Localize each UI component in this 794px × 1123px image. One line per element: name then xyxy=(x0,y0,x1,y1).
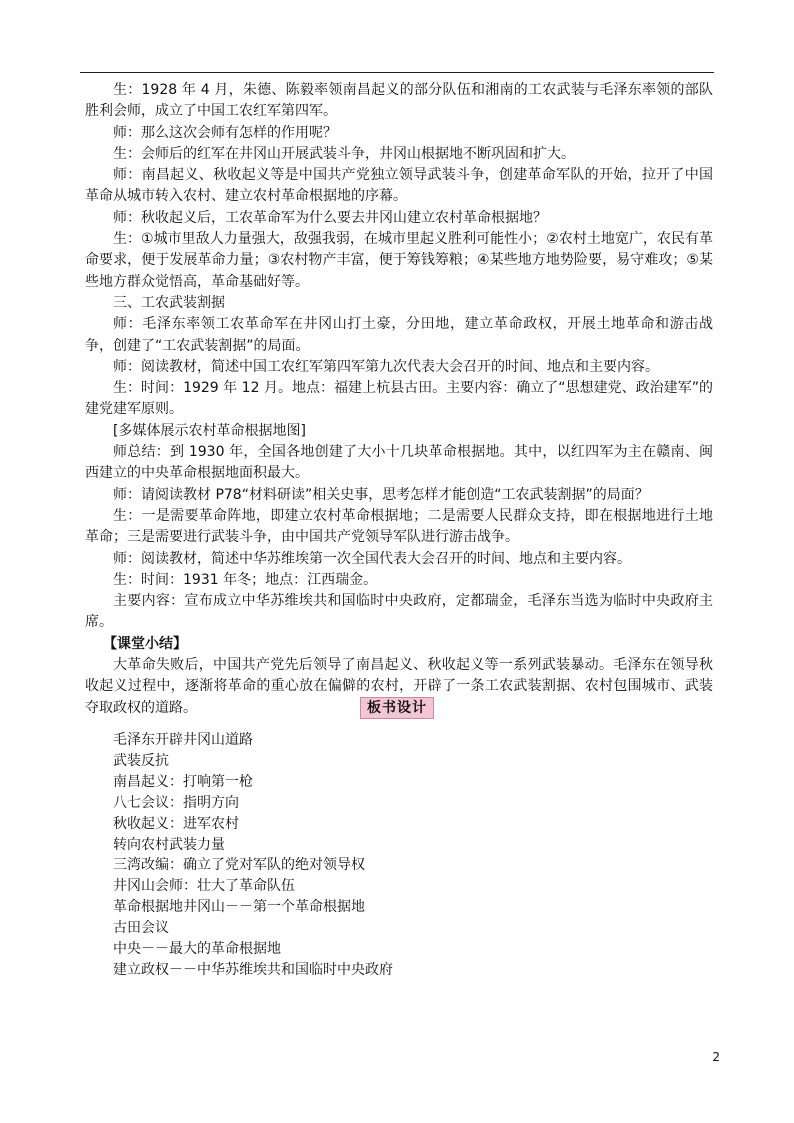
board-line: 武装反抗 xyxy=(113,752,169,769)
paragraph: 大革命失败后，中国共产党先后领导了南昌起义、秋收起义等一系列武装暴动。毛泽东在领导秋收起义过程中，逐渐将革命的重心放在偏僻的农村，开辟了一条工农武装割据、农村包围城市、武装夺取政权的道路。 xyxy=(85,657,713,716)
board-line: 转向农村武装力量 xyxy=(113,836,225,853)
board-line: 毛泽东开辟井冈山道路 xyxy=(113,732,253,748)
board-line: 三湾改编：确立了党对军队的绝对领导权 xyxy=(113,857,365,874)
board-line: 建立政权－－中华苏维埃共和国临时中央政府 xyxy=(113,961,393,978)
board-line: 南昌起义：打响第一枪 xyxy=(113,773,253,790)
board-design-banner-wrap xyxy=(0,697,794,719)
summary-heading: 【课堂小结】 xyxy=(103,635,187,652)
paragraph: 师：请阅读教材 P78“材料研读”相关史事，思考怎样才能创造“工农武装割据”的局面？ xyxy=(113,486,649,503)
paragraph: 生：1928 年 4 月，朱德、陈毅率领南昌起义的部分队伍和湘南的工农武装与毛泽东率领的部队胜利会师，成立了中国工农红军第四军。 xyxy=(85,82,713,120)
paragraph: 师：阅读教材，简述中国工农红军第四军第九次代表大会召开的时间、地点和主要内容。 xyxy=(113,358,659,375)
board-design-banner: 板书设计 xyxy=(360,697,434,719)
board-line: 中央－－最大的革命根据地 xyxy=(113,941,281,958)
paragraph: 主要内容：宣布成立中华苏维埃共和国临时中央政府，定都瑞金，毛泽东当选为临时中央政府主席。 xyxy=(85,593,713,631)
paragraph: 师：南昌起义、秋收起义等是中国共产党独立领导武装斗争，创建革命军队的开始，拉开了中国革命从城市转入农村、建立农村革命根据地的序幕。 xyxy=(85,167,713,205)
header-rule xyxy=(80,72,714,73)
board-outline xyxy=(113,730,713,981)
paragraph: 生：时间：1931 年冬；地点：江西瑞金。 xyxy=(113,571,378,588)
board-line: 古田会议 xyxy=(113,920,169,937)
board-line: 八七会议：指明方向 xyxy=(113,794,239,811)
body-text xyxy=(85,80,713,719)
paragraph: 师：毛泽东率领工农革命军在井冈山打土豪，分田地，建立革命政权，开展土地革命和游击战争，创建了“工农武装割据”的局面。 xyxy=(85,316,713,354)
page-number: 2 xyxy=(712,1050,720,1064)
paragraph: 师总结：到 1930 年，全国各地创建了大小十几块革命根据地。其中，以红四军为主在赣南、闽西建立的中央革命根据地面积最大。 xyxy=(85,444,713,482)
paragraph: 生：①城市里敌人力量强大，敌强我弱，在城市里起义胜利可能性小；②农村土地宽广，农民有革命要求，便于发展革命力量；③农村物产丰富，便于筹钱筹粮；④某些地方地势险要，易守难攻；⑤某些地方群众觉悟高，革命基础好等。 xyxy=(85,231,713,290)
paragraph: 生：时间：1929 年 12 月。地点：福建上杭县古田。主要内容：确立了“思想建党、政治建军”的建党建军原则。 xyxy=(85,380,713,418)
paragraph: 师：那么这次会师有怎样的作用呢？ xyxy=(113,124,337,141)
board-line: 井冈山会师：壮大了革命队伍 xyxy=(113,878,295,895)
board-line: 秋收起义：进军农村 xyxy=(113,815,239,832)
board-line: 革命根据地井冈山－－第一个革命根据地 xyxy=(113,899,365,916)
section-heading: 三、工农武装割据 xyxy=(113,294,225,311)
paragraph: [多媒体展示农村革命根据地图] xyxy=(113,422,306,439)
paragraph: 生：会师后的红军在井冈山开展武装斗争，井冈山根据地不断巩固和扩大。 xyxy=(113,145,575,162)
paragraph: 生：一是需要革命阵地，即建立农村革命根据地；二是需要人民群众支持，即在根据地进行土地革命；三是需要进行武装斗争，由中国共产党领导军队进行游击战争。 xyxy=(85,507,713,546)
paragraph: 师：秋收起义后，工农革命军为什么要去井冈山建立农村革命根据地？ xyxy=(113,209,547,226)
paragraph: 师：阅读教材，简述中华苏维埃第一次全国代表大会召开的时间、地点和主要内容。 xyxy=(113,550,631,567)
